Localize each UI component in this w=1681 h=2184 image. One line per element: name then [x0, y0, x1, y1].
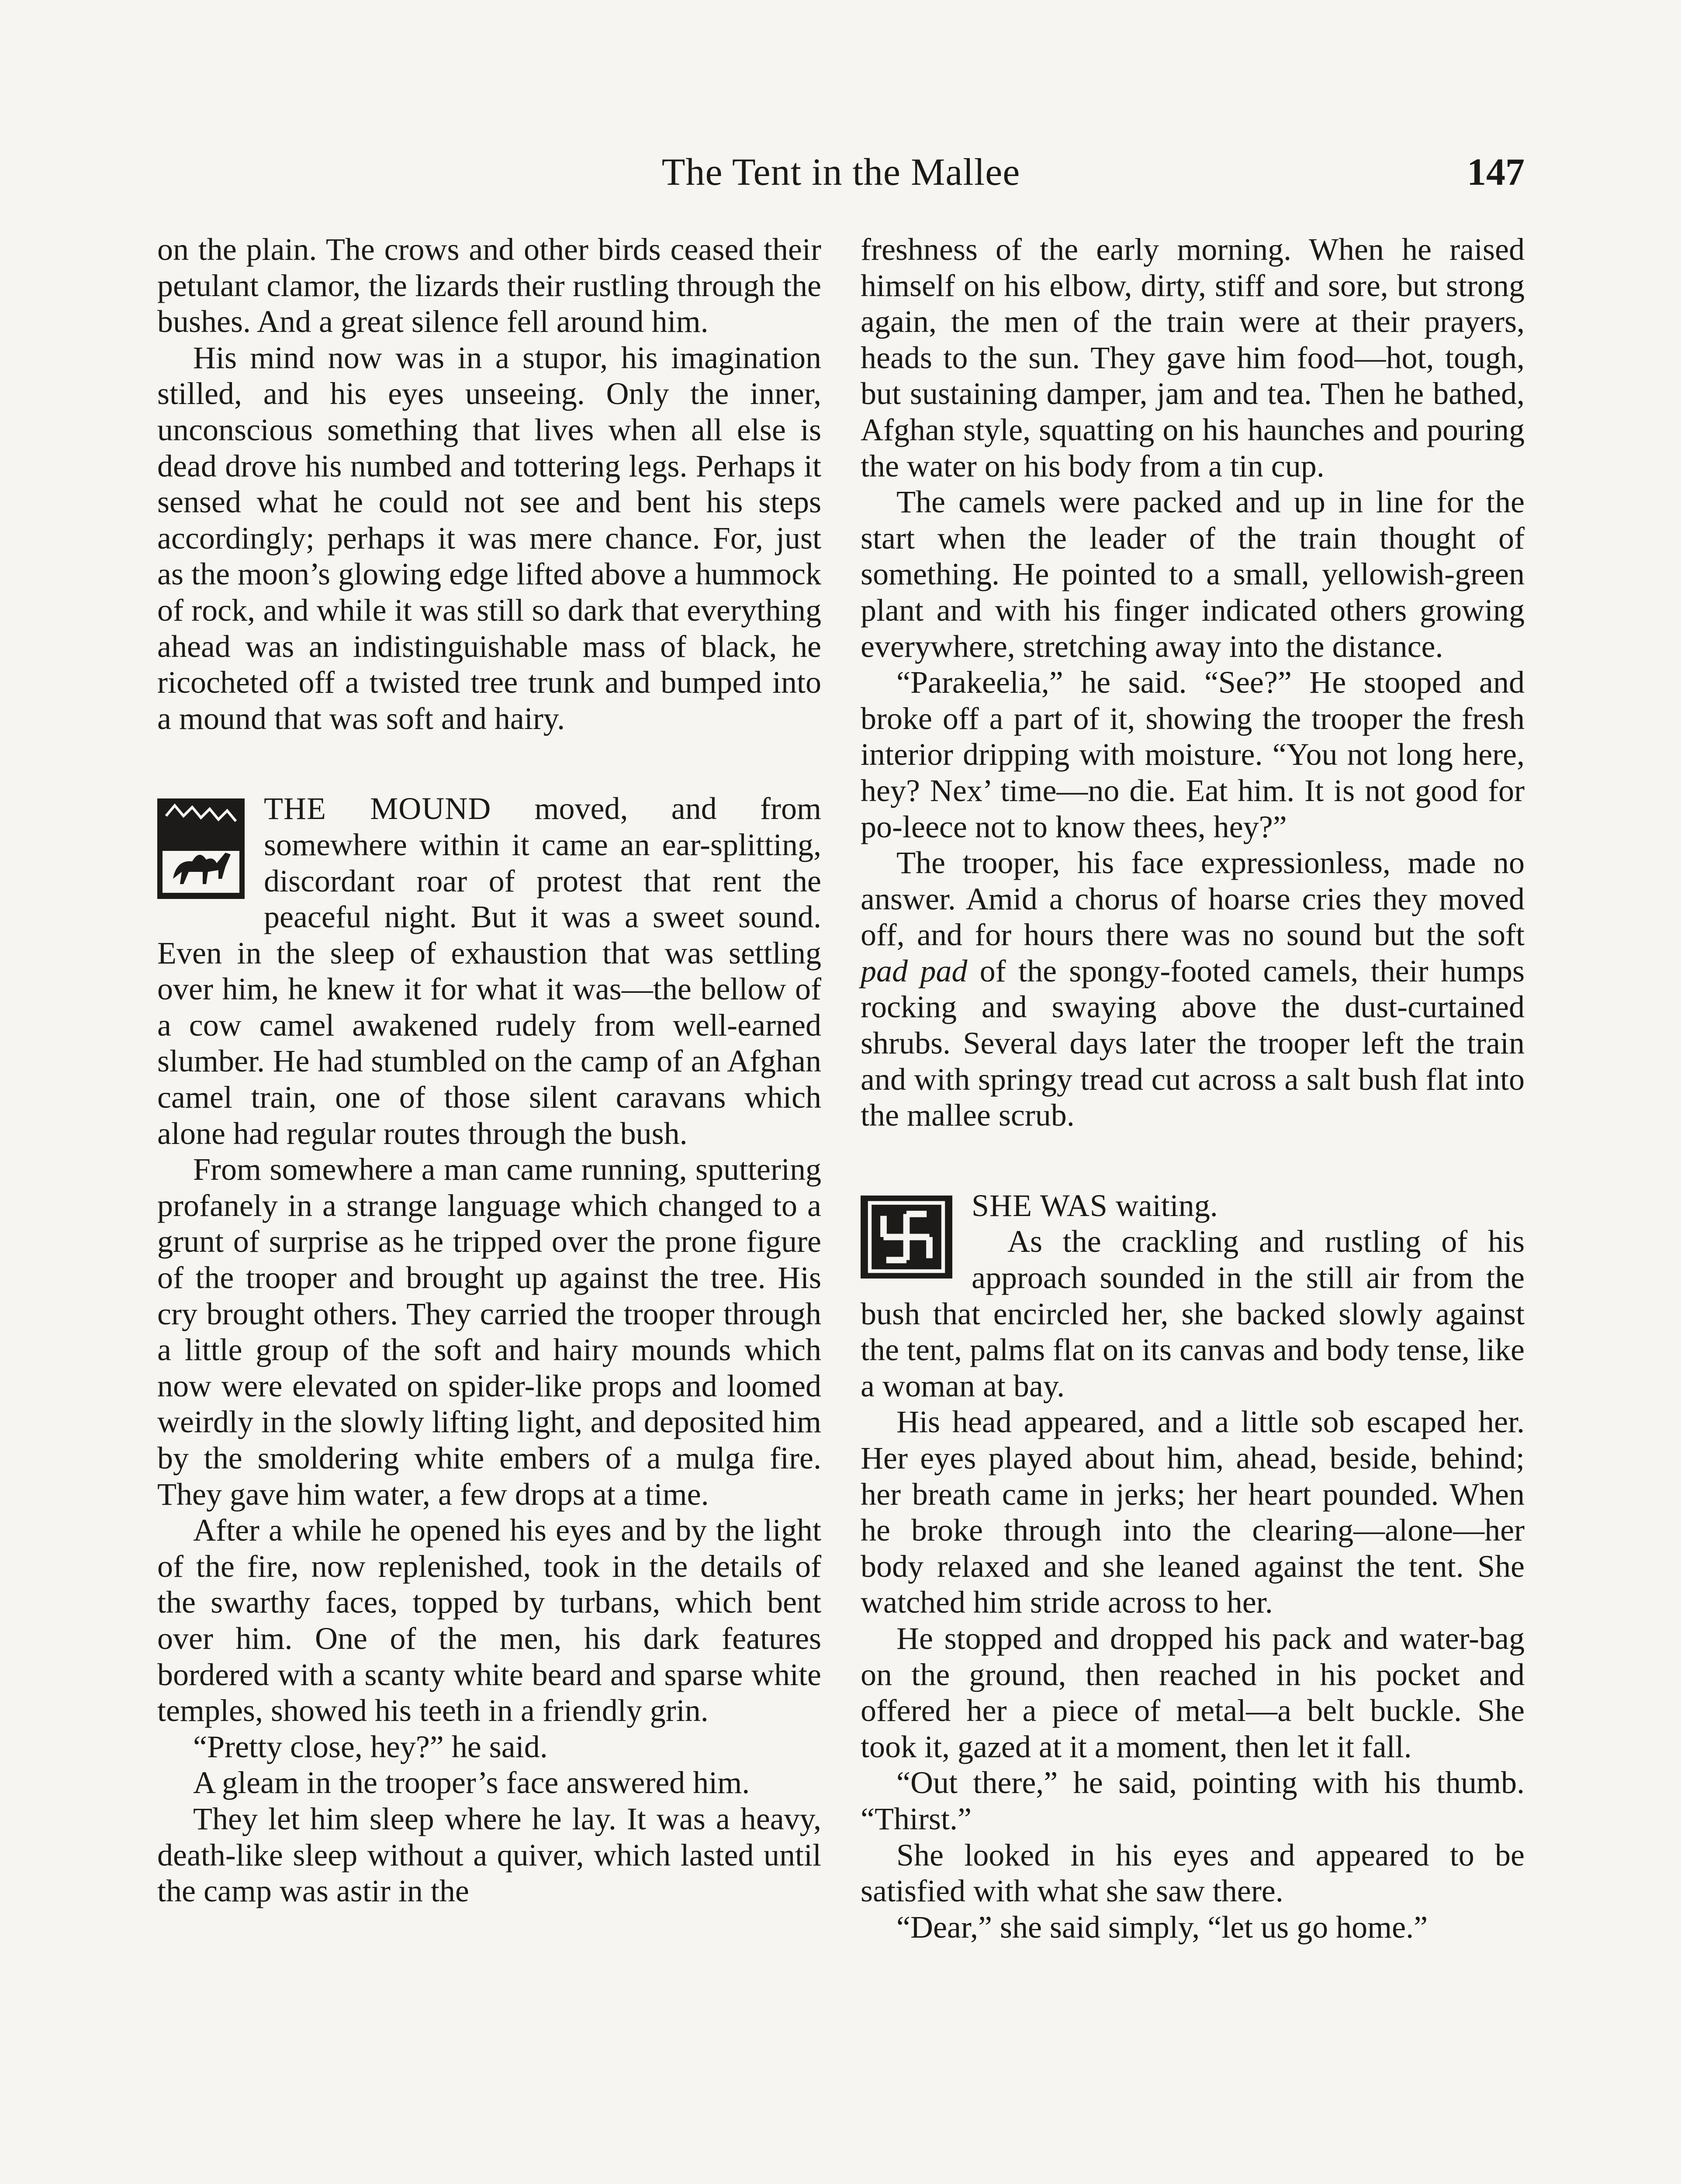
section-she-was-waiting: [861, 1188, 1525, 1945]
paragraph: As the crackling and rustling of his approach sounded in the still air from the bush that encircled her, she backed slowly against the tent, palms flat on its canvas and body tense, like a woman at bay.: [861, 1224, 1525, 1403]
paragraph: “Out there,” he said, pointing with his thumb. “Thirst.”: [861, 1765, 1525, 1836]
paragraph: After a while he opened his eyes and by the light of the fire, now replenished, took in the details of the swarthy faces, topped by turbans, which bent over him. One of the men, his dark features bordered with a scanty white beard and sparse white temples, showed his teeth in a friendly grin.: [157, 1513, 821, 1728]
paragraph: His head appeared, and a little sob escaped her. Her eyes played about him, ahead, beside, behind; her breath came in jerks; her heart pounded. When he broke through into the clearing—alone—her body relaxed and she leaned against the tent. She watched him stride across to her.: [861, 1404, 1525, 1620]
paragraph: [861, 845, 1525, 1133]
paragraph: His mind now was in a stupor, his imagination stilled, and his eyes unseeing. Only the inner, unconscious something that lives when all else is dead drove his numbed and tottering legs. Perhaps it sensed what he could not see and bent his steps accordingly; perhaps it was mere chance. For, just as the moon’s glowing edge lifted above a hummock of rock, and while it was still so dark that everything ahead was an indistinguishable mass of black, he ricocheted off a twisted tree trunk and bumped into a mound that was soft and hairy.: [157, 340, 821, 736]
paragraph-text: moved, and from somewhere within it came an ear-splitting, discordant roar of protest that rent the peaceful night. But it was a sweet sound. Even in the sleep of exhaustion that was settling over him, he knew it for what it was—the bellow of a cow camel awakened rudely from well-earned slumber. He had stumbled on the camp of an Afghan camel train, one of those silent caravans which alone had regular routes through the bush.: [157, 791, 821, 1151]
paragraph: “Parakeelia,” he said. “See?” He stooped and broke off a part of it, showing the trooper the fresh interior dripping with moisture. “You not long here, hey? Nex’ time—no die. Eat him. It is not good for po-leece not to know thees, hey?”: [861, 665, 1525, 844]
page-header: [157, 144, 1525, 201]
paragraph-text: of the spongy-footed camels, their humps rocking and swaying above the dust-curtained shrubs. Several days later the trooper left the train and with springy tread cut across a salt bush flat into the mallee scrub.: [861, 953, 1525, 1133]
paragraph: They let him sleep where he lay. It was a heavy, death-like sleep without a quiver, which lasted until the camp was astir in the: [157, 1801, 821, 1909]
paragraph: A gleam in the trooper’s face answered him.: [193, 1765, 750, 1800]
paragraph-text: waiting.: [1107, 1188, 1218, 1223]
section-lead-in: SHE WAS: [972, 1188, 1108, 1223]
section-lead-in: THE MOUND: [264, 791, 491, 826]
paragraph: freshness of the early morning. When he raised himself on his elbow, dirty, stiff and sore, but strong again, the men of the train were at their prayers, heads to the sun. They gave him food—hot, tough, but sustaining damper, jam and tea. Then he bathed, Afghan style, squatting on his haunches and pouring the water on his body from a tin cup.: [861, 232, 1525, 484]
paragraph: He stopped and dropped his pack and water-bag on the ground, then reached in his pocket and offered her a piece of metal—a belt buckle. She took it, gazed at it a moment, then let it fall.: [861, 1621, 1525, 1764]
camel-vignette-icon: [157, 798, 245, 899]
paragraph-text: The trooper, his face expressionless, made no answer. Amid a chorus of hoarse cries they moved off, and for hours there was no sound but the soft: [861, 845, 1525, 953]
page-number: 147: [1467, 151, 1525, 194]
swastika-ornament-icon: [861, 1196, 952, 1279]
paragraph: “Dear,” she said simply, “let us go home.”: [896, 1909, 1428, 1945]
paragraph: The camels were packed and up in line for the start when the leader of the train thought of something. He pointed to a small, yellowish-green plant and with his finger indicated others growing everywhere, stretching away into the distance.: [861, 484, 1525, 664]
paragraph: From somewhere a man came running, sputtering profanely in a strange language which changed to a grunt of surprise as he tripped over the prone figure of the trooper and brought up against the tree. His cry brought others. They carried the trooper through a little group of the soft and hairy mounds which now were elevated on spider-like props and loomed weirdly in the slowly lifting light, and deposited him by the smoldering white embers of a mulga fire. They gave him water, a few drops at a time.: [157, 1152, 821, 1512]
paragraph: on the plain. The crows and other birds ceased their petulant clamor, the lizards their rustling through the bushes. And a great silence fell around him.: [157, 232, 821, 339]
italic-phrase: pad pad: [861, 953, 968, 988]
right-column: [861, 232, 1525, 1945]
left-column: [157, 232, 821, 1909]
running-title: The Tent in the Mallee: [661, 151, 1020, 194]
paragraph: She looked in his eyes and appeared to be satisfied with what she saw there.: [861, 1837, 1525, 1909]
section-mound: [157, 791, 821, 1909]
paragraph: “Pretty close, hey?” he said.: [193, 1729, 548, 1764]
